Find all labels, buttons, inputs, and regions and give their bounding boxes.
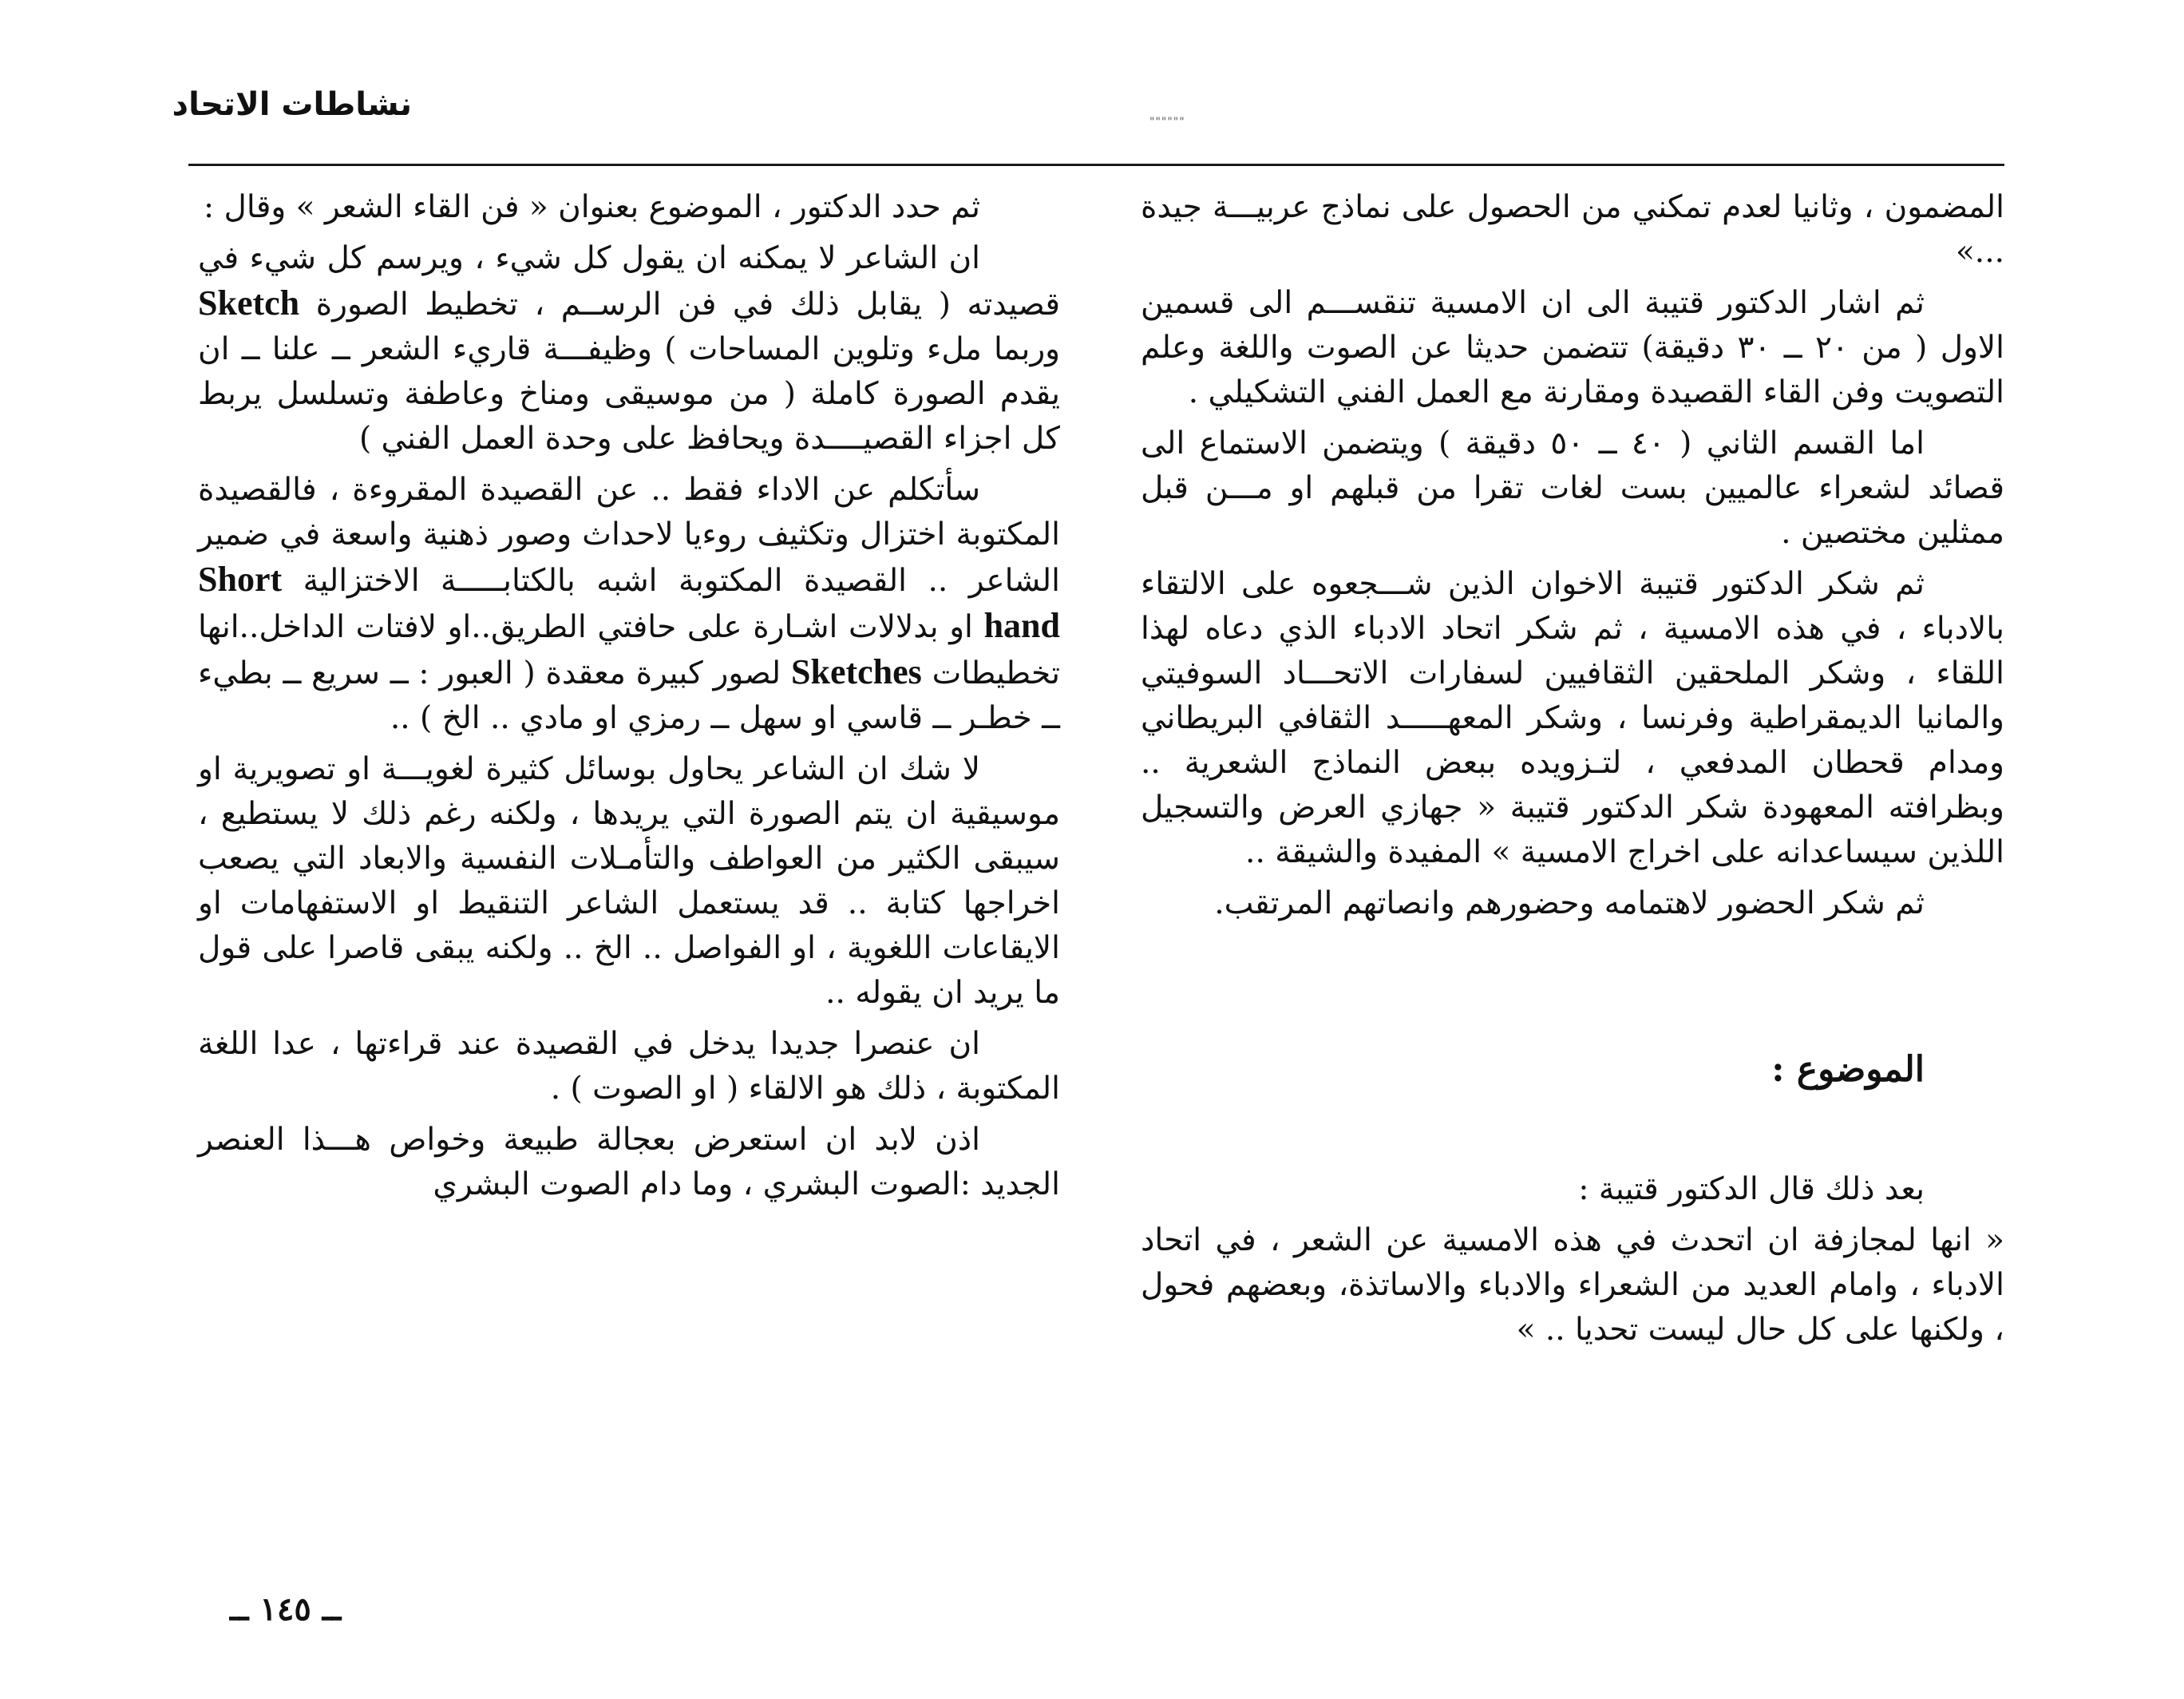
paragraph: لا شك ان الشاعر يحاول بوسائل كثيرة لغويـــة او تصويرية او موسيقية ان يتم الصورة التي يريدها ، ولكنه رغم ذلك لا يستطيع ، سيبقى الكثير من العواطف والتأمـلات النفسية والابعاد التي يصعب اخراجها كتابة .. قد يستعمل الشاعر التنقيط او الاستفهامات او الايقاعات اللغوية ، او الفواصل .. الخ .. ولكنه يبقى قاصرا على قول ما يريد ان يقوله .. xyxy=(198,751,1060,1011)
paragraph: ثم شكر الدكتور قتيبة الاخوان الذين شـــجعوه على الالتقاء بالادباء ، في هذه الامسية ، ثم شكر اتحاد الادباء الذي دعاه لهذا اللقاء ، وشكر الملحقين الثقافيين لسفارات الاتحـــاد السوفيتي والمانيا الديمقراطية وفرنسا ، وشكر المعهـــــد الثقافي البريطاني ومدام قحطان المدفعي ، لتـزويده ببعض النماذج الشعرية .. وبظرافته المعهودة شكر الدكتور قتيبة « جهازي العرض والتسجيل اللذين سيساعدانه على اخراج الامسية » المفيدة والشيقة .. xyxy=(1141,566,2004,870)
running-header-title: نشاطات الاتحاد xyxy=(172,86,412,123)
right-column xyxy=(1141,185,2004,1359)
paragraph: اذن لابد ان استعرض بعجالة طبيعة وخواص هـــذا العنصر الجديد :الصوت البشري ، وما دام الصوت البشري xyxy=(198,1122,1060,1202)
paragraph: ثم اشار الدكتور قتيبة الى ان الامسية تنقســـم الى قسمين الاول ( من ٢٠ ــ ٣٠ دقيقة) تتضمن حديثا عن الصوت واللغة وعلم التصويت وفن القاء القصيدة ومقارنة مع العمل الفني التشكيلي . xyxy=(1141,285,2004,410)
latin-term: Sketch xyxy=(198,283,300,323)
latin-term: Sketches xyxy=(791,652,922,691)
paragraph xyxy=(198,468,1060,741)
page-number: ــ ١٤٥ ــ xyxy=(230,1590,342,1628)
paragraph-text: او بدلالات اشـارة على حافتي الطريق..او لافتات الداخل..انها تخطيطات xyxy=(198,609,1060,691)
paragraph: بعد ذلك قال الدكتور قتيبة : xyxy=(1578,1171,1925,1207)
paragraph xyxy=(198,236,1060,461)
quote-paragraph: « انها لمجازفة ان اتحدث في هذه الامسية عن الشعر ، في اتحاد الادباء ، وامام العديد من الشعراء والادباء والاساتذة، وبعضهم فحول ، ولكنها على كل حال ليست تحديا .. » xyxy=(1141,1222,2004,1348)
paragraph: ثم حدد الدكتور ، الموضوع بعنوان « فن القاء الشعر » وقال : xyxy=(203,189,980,225)
paragraph-text: لصور كبيرة معقدة ( العبور : ــ سريع ــ بطيء ــ خطـر ــ قاسي او سهل ــ رمزي او مادي .. الخ ) .. xyxy=(198,655,1060,736)
paragraph-text: وربما ملء وتلوين المساحات ) وظيفـــة قاريء الشعر ــ علنا ــ ان يقدم الصورة كاملة ( من موسيقى ومناخ وعاطفة وتسلسل يربط كل اجزاء القصيــــدة ويحافظ على وحدة العمل الفني ) xyxy=(198,331,1060,457)
header-divider xyxy=(188,164,2004,166)
paragraph: ثم شكر الحضور لاهتمامه وحضورهم وانصاتهم المرتقب. xyxy=(1214,885,1925,921)
latin-term: Short hand xyxy=(198,560,1060,645)
paragraph: ان عنصرا جديدا يدخل في القصيدة عند قراءتها ، عدا اللغة المكتوبة ، ذلك هو الالقاء ( او الصوت ) . xyxy=(198,1026,1060,1107)
paragraph-text: سأتكلم عن الاداء فقط .. عن القصيدة المقروءة ، فالقصيدة المكتوبة اختزال وتكثيف روءيا لاحداث وصور ذهنية واسعة في ضمير الشاعر .. القصيدة المكتوبة اشبه بالكتابـــــة الاختزالية xyxy=(198,472,1060,599)
section-heading: الموضوع : xyxy=(1771,1049,1925,1090)
left-column xyxy=(198,185,1060,1214)
paragraph-text: ان الشاعر لا يمكنه ان يقول كل شيء ، ويرسم كل شيء في قصيدته ( يقابل ذلك في فن الرســم ، تخطيط الصورة xyxy=(198,240,1061,323)
paragraph: المضمون ، وثانيا لعدم تمكني من الحصول على نماذج عربيـــة جيدة ...» xyxy=(1141,189,2004,270)
header-printer-mark: """""" xyxy=(1149,116,1185,129)
paragraph: اما القسم الثاني ( ٤٠ ــ ٥٠ دقيقة ) ويتضمن الاستماع الى قصائد لشعراء عالميين بست لغات تقرا من قبلهم او مـــن قبل ممثلين مختصين . xyxy=(1141,426,2004,551)
